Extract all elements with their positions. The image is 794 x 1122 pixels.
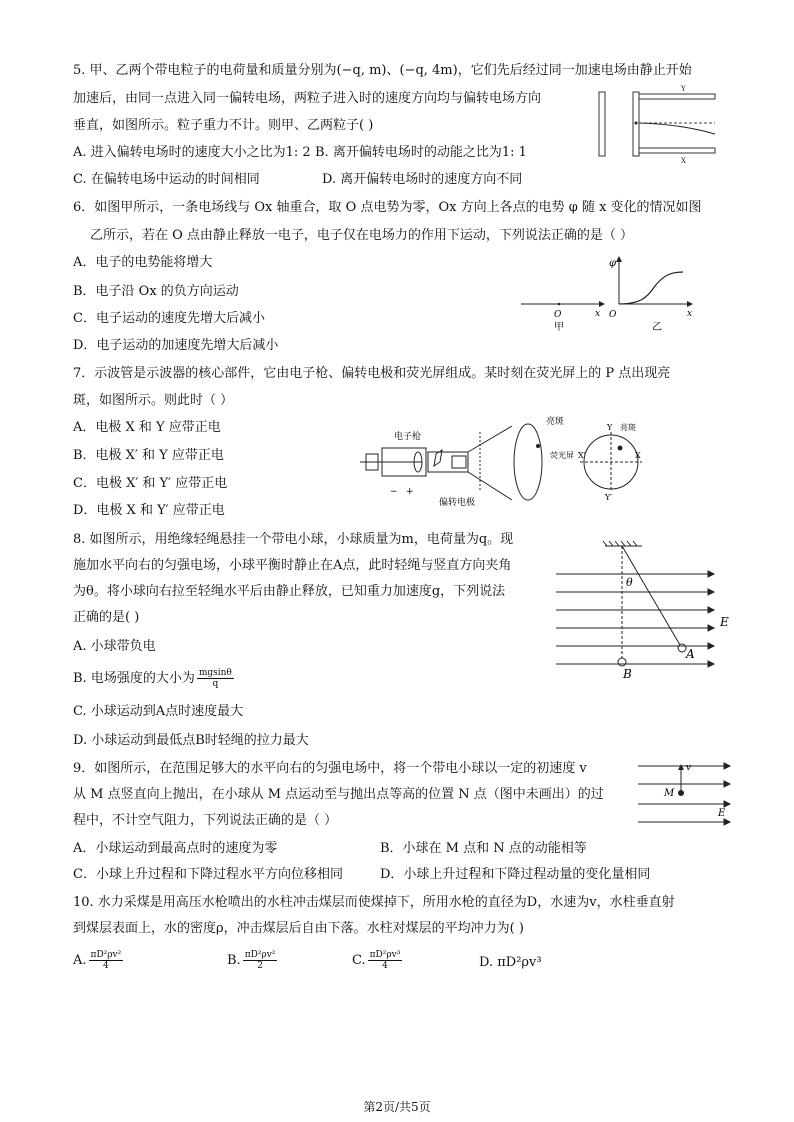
q8-option-b-fraction [197,668,234,689]
q9-line-3: 程中，不计空气阻力，下列说法正确的是（ ） [73,813,338,828]
page-footer: 第2页/共5页 [363,1100,431,1114]
q10-c-denominator: 4 [382,961,388,971]
q8-option-a[interactable]: A. 小球带负电 [73,639,156,654]
q8-point-b: B [623,667,632,680]
q7-option-b[interactable]: B．电极 X′ 和 Y 应带正电 [73,448,224,463]
q5-y-label: Y [681,85,686,93]
q10-b-numerator: πD²ρv² [244,950,276,960]
q7-x2-label: X′ [578,451,586,460]
q7-y2-label: Y′ [605,493,613,502]
q5-option-c[interactable]: C. 在偏转电场中运动的时间相同 [73,172,260,187]
q10-line-1: 10. 水力采煤是用高压水枪喷出的水柱冲击煤层而使煤掉下，所用水枪的直径为D，水速为v，水柱垂直射 [73,895,675,910]
q7-plus-label: + [406,487,414,497]
q6-x-2: x [687,309,693,319]
q8-theta-label: θ [626,576,633,589]
q10-option-b[interactable] [227,950,279,971]
q8-option-b[interactable] [73,668,236,689]
q10-a-denominator: 4 [103,961,109,971]
q6-potential-figure [515,254,705,334]
q6-caption-yi: 乙 [652,322,662,333]
q6-phi-label: φ [609,258,617,269]
q7-deflect-label: 偏转电极 [439,498,476,508]
q6-option-a[interactable]: A．电子的电势能将增大 [73,255,213,270]
q7-gun-label: 电子枪 [394,432,422,442]
q5-option-d[interactable]: D. 离开偏转电场时的速度方向不同 [322,172,523,187]
q7-line-2: 斑，如图所示。则此时（ ） [73,393,234,408]
q7-spot-label-1: 亮斑 [546,417,565,427]
q5-x-label: X [681,157,686,165]
q10-line-2: 到煤层表面上，水的密度ρ，冲击煤层后自由下落。水柱对煤层的平均冲力为( ) [73,921,524,936]
q9-point-m: M [664,788,675,799]
q7-minus-label: − [390,487,398,497]
q8-line-2: 施加水平向右的匀强电场，小球平衡时静止在A点，此时轻绳与竖直方向夹角 [73,558,512,573]
q5-line-1: 5. 甲、乙两个带电粒子的电荷量和质量分别为(−q, m)、(−q, 4m)，它们先后经过同一加速电场由静止开始 [73,63,692,78]
q10-option-c[interactable] [352,950,404,971]
q8-option-d[interactable]: D. 小球运动到最低点B时轻绳的拉力最大 [73,733,309,748]
q6-option-b[interactable]: B．电子沿 Ox 的负方向运动 [73,284,239,299]
q9-velocity-label: v [686,763,692,773]
q6-origin-2: O [609,310,617,320]
q6-line-2: 乙所示，若在 O 点由静止释放一电子，电子仅在电场力的作用下运动，下列说法正确的是（ ） [90,228,634,243]
q8-field-label: E [720,615,729,629]
q8-b-numerator: mgsinθ [198,668,232,678]
q7-x-label: X [635,451,641,460]
q6-line-1: 6．如图甲所示，一条电场线与 Ox 轴重合，取 O 点电势为零，Ox 方向上各点的电势 φ 随 x 变化的情况如图 [73,200,702,215]
q10-c-label: C. [352,953,366,968]
q10-b-fraction [243,950,278,971]
q5-line-2: 加速后，由同一点进入同一偏转电场，两粒子进入时的速度方向均与偏转电场方向 [73,91,542,106]
q6-option-d[interactable]: D．电子运动的加速度先增大后减小 [73,338,279,353]
q5-deflection-figure [595,82,725,166]
q10-a-numerator: πD²ρv² [90,950,122,960]
q10-option-d[interactable]: D. πD²ρv³ [479,955,542,970]
q8-option-c[interactable]: C. 小球运动到A点时速度最大 [73,704,244,719]
q8-option-b-text: B. 电场强度的大小为 [73,671,195,686]
q8-point-a: A [686,647,695,661]
q10-b-label: B. [227,953,241,968]
q7-screen-label: 荧光屏 [550,451,574,460]
q9-option-a[interactable]: A．小球运动到最高点时的速度为零 [73,841,278,856]
q9-line-1: 9．如图所示，在范围足够大的水平向右的匀强电场中，将一个带电小球以一定的初速度 v [73,761,587,776]
q10-c-numerator: πD²ρv³ [369,950,401,960]
q8-pendulum-figure [550,540,740,680]
q10-a-label: A. [73,953,87,968]
q10-b-denominator: 2 [257,961,263,971]
q10-a-fraction [89,950,124,971]
q7-line-1: 7．示波管是示波器的核心部件，它由电子枪、偏转电极和荧光屏组成。某时刻在荧光屏上的 P 点出现亮 [73,366,671,381]
q6-x-1: x [595,309,601,319]
q8-line-4: 正确的是( ) [73,610,140,625]
q8-line-1: 8. 如图所示，用绝缘轻绳悬挂一个带电小球，小球质量为m，电荷量为q。现 [73,532,514,547]
q7-option-d[interactable]: D．电极 X 和 Y′ 应带正电 [73,503,225,518]
q10-option-a[interactable] [73,950,125,971]
q7-y-label: Y [607,423,613,432]
q9-option-c[interactable]: C．小球上升过程和下降过程水平方向位移相同 [73,867,343,882]
q8-line-3: 为θ。将小球向右拉至轻绳水平后由静止释放，已知重力加速度g，下列说法 [73,584,506,599]
q6-origin-1: O [554,310,562,320]
q5-option-a[interactable]: A. 进入偏转电场时的速度大小之比为1: 2 [73,145,311,160]
q6-caption-jia: 甲 [554,322,564,333]
q5-option-b[interactable]: B. 离开偏转电场时的动能之比为1: 1 [315,145,527,160]
q7-option-c[interactable]: C．电极 X′ 和 Y′ 应带正电 [73,476,228,491]
q10-c-fraction [368,950,403,971]
q8-b-denominator: q [212,679,219,689]
q9-line-2: 从 M 点竖直向上抛出，在小球从 M 点运动至与抛出点等高的位置 N 点（图中未画出）的过 [73,787,604,802]
q9-field-label: E [718,808,726,819]
q7-oscilloscope-figure [352,412,652,512]
q5-line-3: 垂直，如图所示。粒子重力不计。则甲、乙两粒子( ) [73,118,374,133]
q9-field-figure [636,756,736,828]
q7-spot-label-2: 亮斑 [620,423,636,432]
q9-option-b[interactable]: B．小球在 M 点和 N 点的动能相等 [380,841,587,856]
q7-option-a[interactable]: A．电极 X 和 Y 应带正电 [73,420,221,435]
q9-option-d[interactable]: D．小球上升过程和下降过程动量的变化量相同 [380,867,651,882]
q6-option-c[interactable]: C．电子运动的速度先增大后减小 [73,311,265,326]
